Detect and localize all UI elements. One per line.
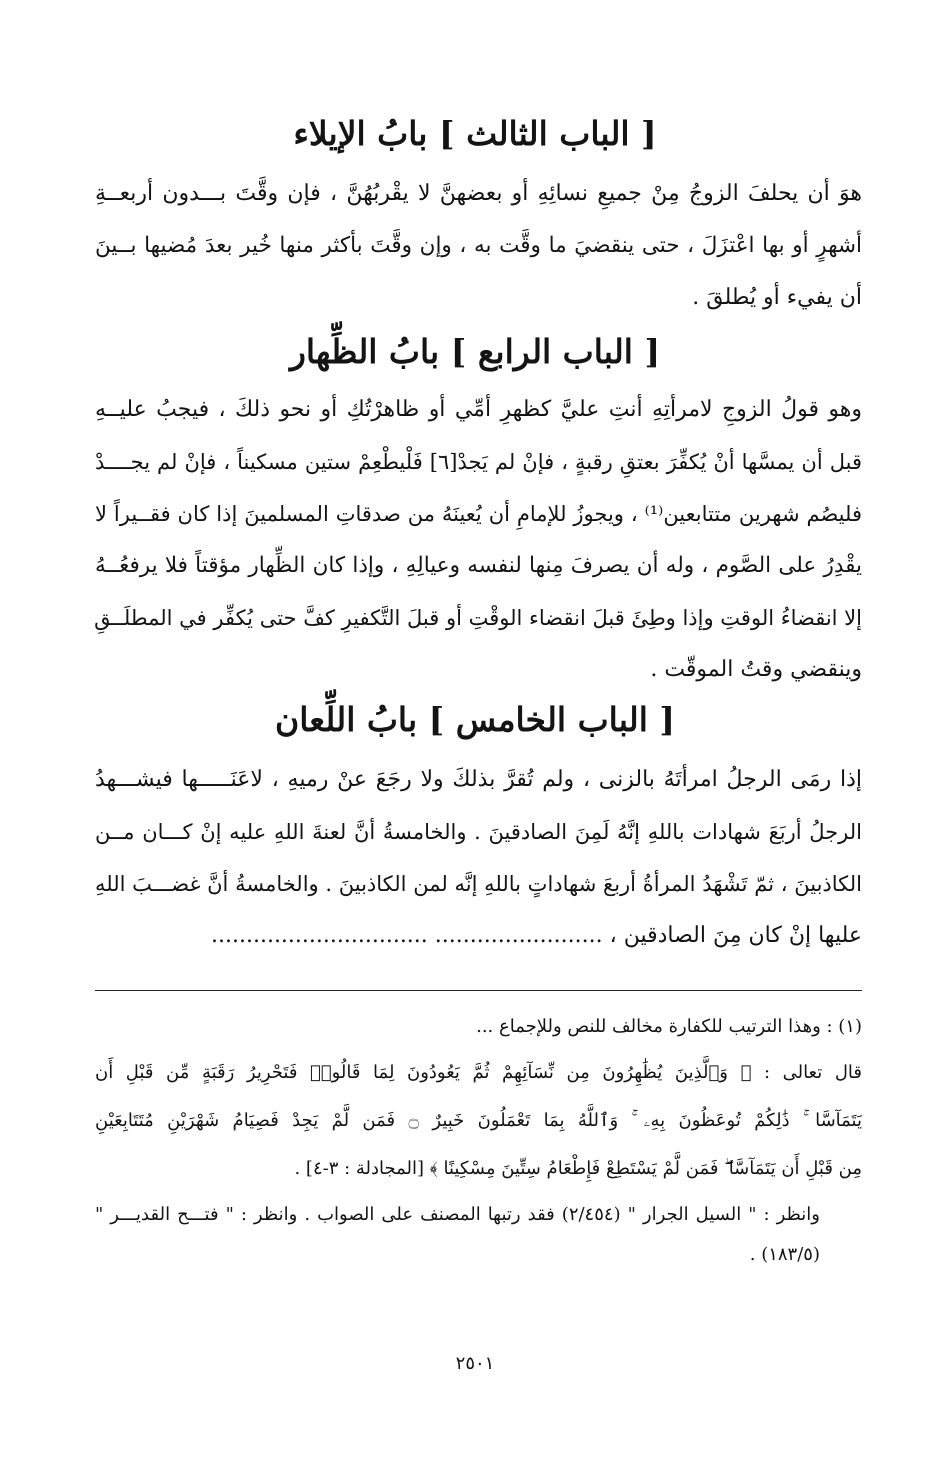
lian-line-4: عليها إنْ كان مِنَ الصادقين ، ........................ ...............................: [211, 923, 862, 948]
zihar-line-5: إلا انقضاءُ الوقتِ وإذا وطِئَ قبلَ انقضاء الوقْتِ أو قبلَ التَّكفيرِ كفَّ حتى يُكفِّر في المطلَــقِ: [94, 606, 862, 630]
footnote-reference-line-1: وانظر : " السيل الجرار " (٢/٤٥٤) فقد رتبها المصنف على الصواب . وانظر : " فتـــح القديـــر ": [95, 1204, 820, 1225]
lian-line-3: الكاذبينَ ، ثمّ تَشْهَدُ المرأةُ أربعَ شهاداتٍ باللهِ إنَّه لمن الكاذبينَ . والخامسةُ أنَّ غضـــبَ اللهِ: [95, 872, 862, 896]
ila-line-3: أن يفيء أو يُطلقَ .: [692, 285, 862, 310]
ila-line-2: أشهرٍ أو بها اعْتزَلَ ، حتى ينقضيَ ما وقَّت به ، وإن وقَّتَ بأكثر منها خُير بعدَ مُضيها بــينَ: [95, 233, 862, 258]
section-title-ila: [ الباب الثالث ] بابُ الإيلاء: [293, 114, 657, 153]
zihar-line-3: فليصُم شهرين متتابعين⁽¹⁾ ، ويجوزُ للإمامِ أن يُعينَهُ من صدقاتِ المسلمينَ إذا كان فقــيراً لا: [95, 502, 863, 526]
zihar-line-1: وهو قولُ الزوجِ لامرأتِهِ أنتِ عليَّ كظهرِ أمِّي أو ظاهرْتُكِ أو نحو ذلكَ ، فيجبُ عليــهِ: [95, 397, 862, 422]
footnote-divider: [95, 990, 862, 991]
footnote-1: (١) : وهذا الترتيب للكفارة مخالف للنص وللإجماع ...: [476, 1016, 862, 1037]
lian-line-2: الرجلُ أربَعَ شهادات باللهِ إنَّهُ لَمِنَ الصادقينَ . والخامسةُ أنَّ لعنةَ اللهِ عليه إنْ كـــان مــن: [95, 820, 862, 844]
footnote-quran-line-3: مِن قَبْلِ أَن يَتَمَآسَّا ۖ فَمَن لَّمْ يَسْتَطِعْ فَإِطْعَامُ سِتِّينَ مِسْكِينًا ﴾ [المجادلة : ٣-٤] .: [294, 1158, 862, 1179]
zihar-line-6: وينقضي وقتُ الموقّت .: [650, 657, 862, 682]
ila-line-1: هوَ أن يحلفَ الزوجُ مِنْ جميعِ نسائِهِ أو بعضهنَّ لا يقْربُهُنَّ ، فإن وقَّتَ بـــدون أربعــةِ: [95, 181, 862, 206]
section-title-zihar: [ الباب الرابع ] بابُ الظِّهار: [289, 332, 661, 371]
zihar-line-4: يقْدِرُ على الصَّوم ، وله أن يصرفَ مِنها لنفسه وعيالِهِ ، وإذا كان الظِّهار مؤقتاً فلا يرفعُــهُ: [95, 553, 862, 578]
zihar-line-2: قبل أن يمسَّها أنْ يُكفِّرَ بعتقِ رقبةٍ ، فإنْ لم يَجدْ[٦] فَلْيطْعِمْ ستين مسكيناً ، فإنْ لم يجــــدْ: [95, 450, 862, 474]
footnote-quran-line-2: يَتَمَآسَّا ۚ ذَٰلِكُمْ تُوعَظُونَ بِهِۦ ۚ وَٱللَّهُ بِمَا تَعْمَلُونَ خَبِيرٌ ۝ فَمَن لَّمْ يَجِدْ فَصِيَامُ شَهْرَيْنِ مُتَتَابِعَيْنِ: [95, 1110, 862, 1131]
footnote-quran-line-1: قال تعالى : ﴿ وَٱلَّذِينَ يُظَٰهِرُونَ مِن نِّسَآئِهِمْ ثُمَّ يَعُودُونَ لِمَا قَالُوا۟ فَتَحْرِيرُ رَقَبَةٍ مِّن قَبْلِ أَن: [95, 1062, 862, 1083]
page-number: ٢٥٠١: [455, 1353, 495, 1374]
lian-line-1: إذا رمَى الرجلُ امرأتَهُ بالزنى ، ولم تُقرَّ بذلكَ ولا رجَعَ عنْ رميهِ ، لاعَنَـــــها فيشـــهدُ: [95, 767, 862, 792]
footnote-reference-line-2: (١٨٣/٥) .: [749, 1244, 820, 1265]
section-title-lian: [ الباب الخامس ] بابُ اللِّعان: [275, 700, 675, 739]
